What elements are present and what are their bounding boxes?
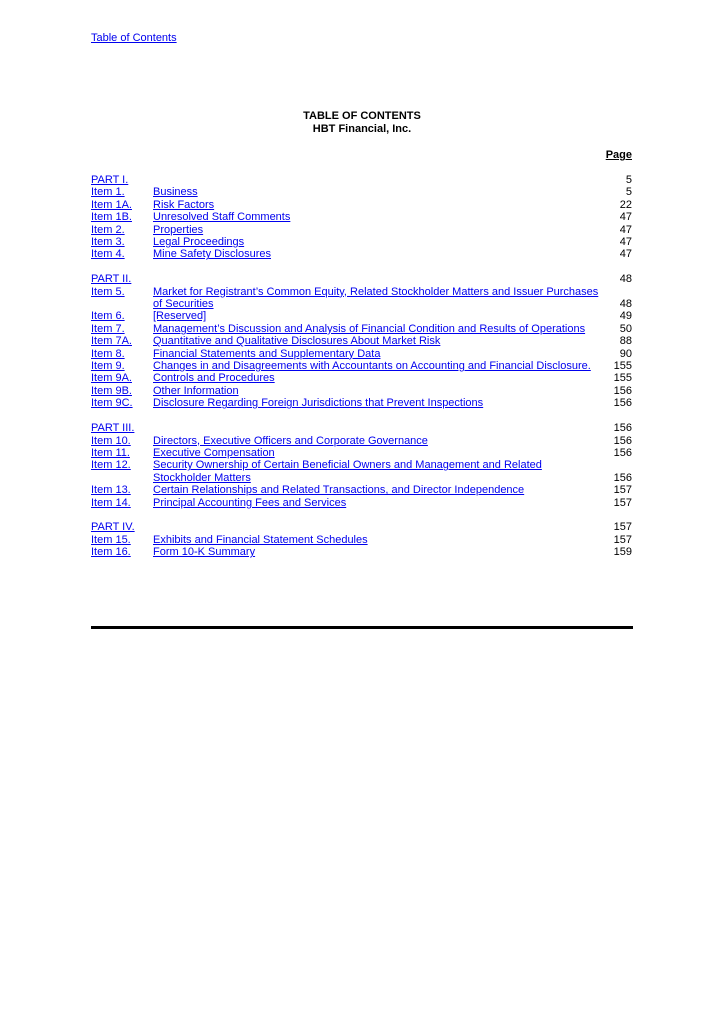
item-page: 156: [613, 397, 632, 410]
item-page: 47: [619, 223, 632, 236]
item-title-link[interactable]: Quantitative and Qualitative Disclosures About Market Risk: [153, 335, 441, 348]
part-spacer: [91, 261, 632, 273]
item-page: 50: [619, 322, 632, 335]
toc-item-row: [91, 546, 632, 558]
part-title-cell: [153, 521, 603, 533]
toc-item-row: [91, 224, 632, 236]
item-title-cell: [153, 459, 603, 484]
part-title-cell: [153, 422, 603, 434]
item-page: 156: [613, 384, 632, 397]
item-number-link[interactable]: Item 13.: [91, 484, 131, 497]
part-label-cell: [91, 273, 153, 285]
item-number-cell: [91, 385, 153, 397]
part-link[interactable]: PART I.: [91, 174, 129, 186]
item-number-cell: [91, 211, 153, 223]
item-title-link[interactable]: Form 10-K Summary: [153, 546, 256, 559]
item-title-cell: [153, 360, 603, 372]
item-number-cell: [91, 484, 153, 496]
item-number-cell: [91, 435, 153, 447]
item-title-cell: [153, 546, 603, 558]
item-title-cell: [153, 186, 603, 198]
item-page: 48: [619, 298, 632, 311]
item-title-cell: [153, 385, 603, 397]
item-title-link[interactable]: Directors, Executive Officers and Corporate Governance: [153, 434, 428, 447]
item-number-cell: [91, 186, 153, 198]
item-number-cell: [91, 224, 153, 236]
table-of-contents-link[interactable]: Table of Contents: [91, 32, 177, 44]
item-number-link[interactable]: Item 9.: [91, 360, 125, 373]
item-title-cell: [153, 435, 603, 447]
item-page: 90: [619, 347, 632, 360]
item-title-link[interactable]: Controls and Procedures: [153, 372, 275, 385]
item-title-cell: [153, 497, 603, 509]
item-number-link[interactable]: Item 10.: [91, 434, 131, 447]
part-label-cell: [91, 422, 153, 434]
item-page: 157: [613, 484, 632, 497]
item-number-cell: [91, 335, 153, 347]
item-number-cell: [91, 397, 153, 409]
part-row: [91, 521, 632, 533]
item-number-link[interactable]: Item 1A.: [91, 198, 132, 211]
item-number-link[interactable]: Item 4.: [91, 248, 125, 261]
item-number-link[interactable]: Item 14.: [91, 496, 131, 509]
item-title-link[interactable]: Market for Registrant’s Common Equity, Related Stockholder Matters and Issuer Purchases of Securities: [153, 285, 599, 311]
item-title-link[interactable]: Certain Relationships and Related Transactions, and Director Independence: [153, 484, 525, 497]
item-number-cell: [91, 248, 153, 260]
item-title-cell: [153, 211, 603, 223]
toc-item-row: [91, 360, 632, 372]
item-title-cell: [153, 348, 603, 360]
item-number-cell: [91, 310, 153, 322]
item-title-cell: [153, 236, 603, 248]
item-number-link[interactable]: Item 9C.: [91, 397, 133, 410]
toc-item-row: [91, 397, 632, 409]
item-title-link[interactable]: [Reserved]: [153, 310, 207, 323]
toc-title-block: [0, 110, 724, 136]
page-column-header: [91, 149, 632, 161]
item-number-link[interactable]: Item 6.: [91, 310, 125, 323]
item-title-link[interactable]: Management’s Discussion and Analysis of Financial Condition and Results of Operations: [153, 322, 586, 335]
item-title-cell: [153, 335, 603, 347]
item-page: 47: [619, 211, 632, 224]
part-link[interactable]: PART II.: [91, 273, 132, 286]
part-spacer: [91, 410, 632, 422]
toc-item-row: [91, 484, 632, 496]
item-title-cell: [153, 484, 603, 496]
toc-item-row: [91, 459, 632, 484]
part-link[interactable]: PART IV.: [91, 521, 135, 534]
toc-item-row: [91, 286, 632, 311]
item-number-link[interactable]: Item 5.: [91, 285, 125, 298]
company-name: HBT Financial, Inc.: [312, 123, 412, 135]
page-column-label: Page: [605, 149, 632, 161]
item-number-cell: [91, 323, 153, 335]
part-label-cell: [91, 521, 153, 533]
item-title-link[interactable]: Risk Factors: [153, 198, 215, 211]
item-page: 88: [619, 335, 632, 348]
item-title-cell: [153, 248, 603, 260]
toc-item-row: [91, 310, 632, 322]
item-page: 49: [619, 310, 632, 323]
page-title: TABLE OF CONTENTS: [303, 110, 421, 122]
item-title-link[interactable]: Security Ownership of Certain Beneficial Owners and Management and Related Stockholder Matters: [153, 459, 542, 484]
part-link[interactable]: PART III.: [91, 422, 135, 435]
item-number-link[interactable]: Item 7.: [91, 322, 125, 335]
item-page: 159: [613, 546, 632, 559]
part-row: [91, 273, 632, 285]
item-page: 5: [625, 186, 632, 199]
item-title-link[interactable]: Principal Accounting Fees and Services: [153, 496, 347, 509]
part-row: [91, 422, 632, 434]
item-title-cell: [153, 323, 603, 335]
item-title-cell: [153, 447, 603, 459]
item-number-cell: [91, 497, 153, 509]
item-number-cell: [91, 360, 153, 372]
part-row: [91, 174, 632, 186]
toc-item-row: [91, 435, 632, 447]
item-title-link[interactable]: Legal Proceedings: [153, 236, 245, 249]
item-title-link[interactable]: Financial Statements and Supplementary Data: [153, 347, 381, 360]
item-title-cell: [153, 286, 603, 311]
item-page: 156: [613, 471, 632, 484]
toc-item-row: [91, 372, 632, 384]
item-title-link[interactable]: Executive Compensation: [153, 446, 275, 459]
toc-item-row: [91, 236, 632, 248]
part-label-cell: [91, 174, 153, 186]
item-number-cell: [91, 546, 153, 558]
toc-item-row: [91, 186, 632, 198]
part-page: 48: [619, 273, 632, 286]
item-page: 156: [613, 446, 632, 459]
item-title-link[interactable]: Unresolved Staff Comments: [153, 211, 291, 224]
item-number-cell: [91, 286, 153, 298]
item-number-link[interactable]: Item 1.: [91, 186, 125, 199]
toc-list: [91, 174, 632, 559]
toc-item-row: [91, 211, 632, 223]
toc-item-row: [91, 323, 632, 335]
item-page: 47: [619, 236, 632, 249]
item-number-cell: [91, 534, 153, 546]
toc-item-row: [91, 534, 632, 546]
item-number-cell: [91, 199, 153, 211]
item-number-link[interactable]: Item 11.: [91, 446, 130, 459]
toc-item-row: [91, 497, 632, 509]
item-title-link[interactable]: Mine Safety Disclosures: [153, 248, 271, 261]
item-page: 155: [613, 360, 632, 373]
item-title-cell: [153, 397, 603, 409]
item-title-cell: [153, 224, 603, 236]
item-page: 155: [613, 372, 632, 385]
item-title-link[interactable]: Other Information: [153, 384, 239, 397]
item-page: 157: [613, 496, 632, 509]
item-page: 47: [619, 248, 632, 261]
item-title-link[interactable]: Exhibits and Financial Statement Schedules: [153, 533, 368, 546]
item-number-link[interactable]: Item 8.: [91, 347, 125, 360]
item-number-cell: [91, 372, 153, 384]
part-page: 5: [625, 174, 632, 186]
toc-item-row: [91, 248, 632, 260]
item-number-cell: [91, 348, 153, 360]
item-page: 157: [613, 533, 632, 546]
item-page: 156: [613, 434, 632, 447]
item-title-link[interactable]: Changes in and Disagreements with Accountants on Accounting and Financial Disclosure.: [153, 360, 591, 373]
toc-item-row: [91, 335, 632, 347]
item-title-cell: [153, 199, 603, 211]
part-title-cell: [153, 273, 603, 285]
toc-item-row: [91, 199, 632, 211]
item-page: 22: [619, 198, 632, 211]
item-title-cell: [153, 372, 603, 384]
item-title-link[interactable]: Business: [153, 186, 198, 199]
item-number-link[interactable]: Item 12.: [91, 459, 131, 472]
item-number-link[interactable]: Item 16.: [91, 546, 131, 559]
item-number-link[interactable]: Item 2.: [91, 223, 125, 236]
item-title-link[interactable]: Properties: [153, 223, 204, 236]
part-page: 157: [613, 521, 632, 534]
toc-item-row: [91, 385, 632, 397]
page-divider: [91, 626, 633, 629]
item-number-link[interactable]: Item 1B.: [91, 211, 132, 224]
part-title-cell: [153, 174, 603, 186]
item-number-link[interactable]: Item 7A.: [91, 335, 132, 348]
item-number-cell: [91, 447, 153, 459]
item-title-link[interactable]: Disclosure Regarding Foreign Jurisdictions that Prevent Inspections: [153, 397, 484, 410]
item-number-cell: [91, 459, 153, 471]
item-number-cell: [91, 236, 153, 248]
item-number-link[interactable]: Item 9A.: [91, 372, 132, 385]
item-title-cell: [153, 534, 603, 546]
item-number-link[interactable]: Item 3.: [91, 236, 125, 249]
part-page: 156: [613, 422, 632, 435]
part-spacer: [91, 509, 632, 521]
item-number-link[interactable]: Item 15.: [91, 533, 131, 546]
toc-item-row: [91, 447, 632, 459]
toc-item-row: [91, 348, 632, 360]
item-number-link[interactable]: Item 9B.: [91, 384, 132, 397]
item-title-cell: [153, 310, 603, 322]
